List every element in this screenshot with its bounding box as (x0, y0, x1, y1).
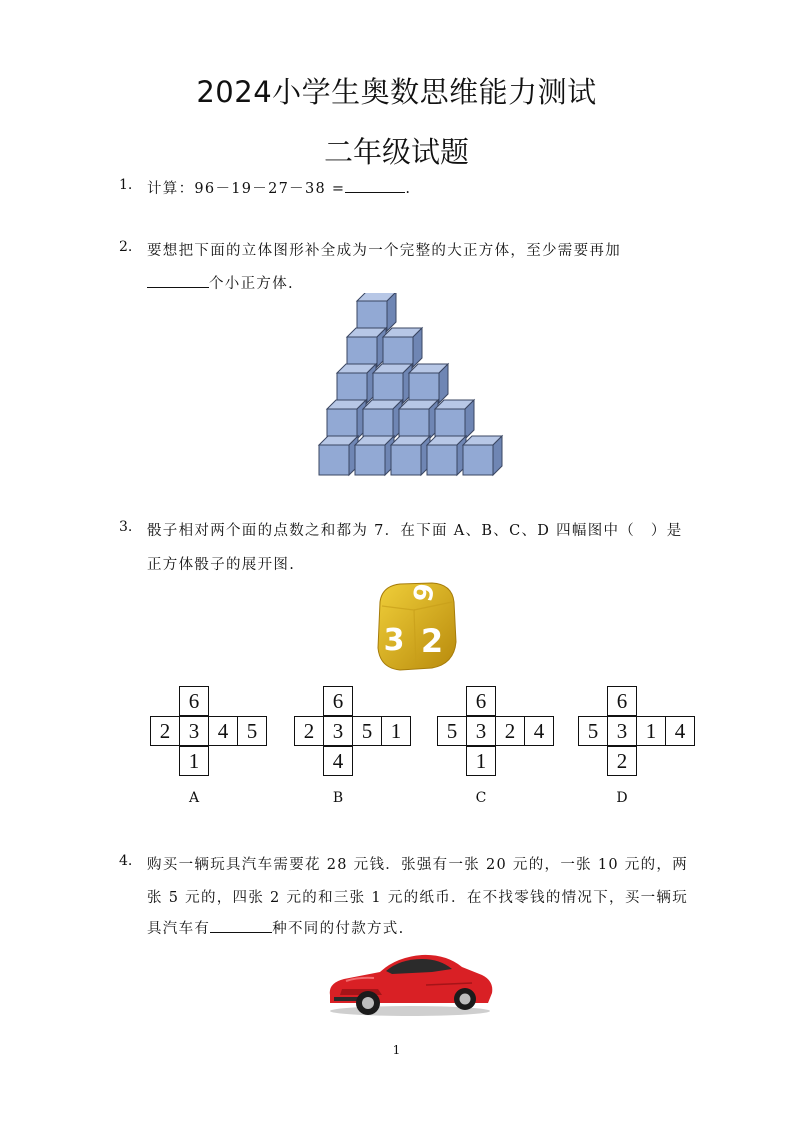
dice-top-face-number: 6 (405, 580, 439, 604)
net-b-bottom-cell: 4 (323, 746, 353, 776)
unit-cube (355, 436, 394, 475)
unit-cube (427, 436, 466, 475)
net-c-row-cell: 4 (524, 716, 554, 746)
question-4-line-3-end: 种不同的付款方式. (272, 921, 405, 937)
unit-cube (463, 436, 502, 475)
page-title: 2024小学生奥数思维能力测试 (196, 75, 597, 109)
net-a-row-cell: 4 (208, 716, 238, 746)
net-b-row-cell: 1 (381, 716, 411, 746)
unit-cube (363, 400, 402, 439)
net-d-row-cell: 3 (607, 716, 637, 746)
cube-stack-figure (315, 293, 515, 483)
unit-cube (409, 364, 448, 403)
net-c-row-cell: 5 (437, 716, 467, 746)
question-2-line-2 (147, 272, 294, 293)
net-label-b: B (332, 790, 344, 806)
question-3-line-2: 正方体骰子的展开图. (147, 557, 296, 573)
question-4-line-2: 张 5 元的，四张 2 元的和三张 1 元的纸币．在不找零钱的情况下，买一辆玩 (147, 890, 689, 906)
net-a-row-cell: 5 (237, 716, 267, 746)
unit-cube (327, 400, 366, 439)
question-1-number: 1. (119, 177, 133, 193)
question-4-line-3-start: 具汽车有 (147, 921, 211, 937)
question-3-number: 3. (119, 519, 133, 535)
net-d-top-cell: 6 (607, 686, 637, 716)
net-a-bottom-cell: 1 (179, 746, 209, 776)
net-b-row-cell: 3 (323, 716, 353, 746)
question-4-line-1: 购买一辆玩具汽车需要花 28 元钱．张强有一张 20 元的，一张 10 元的，两 (147, 857, 689, 873)
question-4-line-3 (147, 917, 405, 938)
toy-car-image (322, 945, 497, 1020)
question-2-number: 2. (119, 239, 133, 255)
answer-blank-1[interactable] (345, 178, 405, 193)
net-label-a: A (188, 790, 200, 806)
unit-cube (347, 328, 386, 367)
net-a-row-cell: 3 (179, 716, 209, 746)
answer-blank-4[interactable] (210, 918, 272, 933)
page-subtitle: 二年级试题 (323, 135, 469, 169)
unit-cube (319, 436, 358, 475)
dice-right-face-number: 2 (420, 622, 444, 660)
unit-cube (373, 364, 412, 403)
net-a-top-cell: 6 (179, 686, 209, 716)
net-b-top-cell: 6 (323, 686, 353, 716)
question-1-period: . (405, 181, 412, 197)
unit-cube (357, 293, 396, 331)
question-2-line-1: 要想把下面的立体图形补全成为一个完整的大正方体，至少需要再加 (147, 243, 621, 259)
dice-image (370, 580, 460, 675)
net-label-d: D (616, 790, 628, 806)
unit-cube (383, 328, 422, 367)
unit-cube (435, 400, 474, 439)
net-label-c: C (475, 790, 487, 806)
question-3-line-1: 骰子相对两个面的点数之和都为 7．在下面 A、B、C、D 四幅图中（ ）是 (147, 523, 683, 539)
net-b-row-cell: 5 (352, 716, 382, 746)
net-d-row-cell: 5 (578, 716, 608, 746)
question-1-text (147, 177, 411, 198)
answer-blank-2[interactable] (147, 273, 209, 288)
net-c-row-cell: 2 (495, 716, 525, 746)
net-c-top-cell: 6 (466, 686, 496, 716)
net-c-row-cell: 3 (466, 716, 496, 746)
net-d-row-cell: 4 (665, 716, 695, 746)
question-2-tail: 个小正方体. (209, 276, 294, 292)
net-b-row-cell: 2 (294, 716, 324, 746)
net-a-row-cell: 2 (150, 716, 180, 746)
net-d-row-cell: 1 (636, 716, 666, 746)
question-1-expression: 计算：96－19－27－38 = (147, 181, 346, 197)
unit-cube (337, 364, 376, 403)
question-4-number: 4. (119, 853, 133, 869)
net-d-bottom-cell: 2 (607, 746, 637, 776)
net-c-bottom-cell: 1 (466, 746, 496, 776)
unit-cube (399, 400, 438, 439)
page-number: 1 (392, 1043, 401, 1057)
unit-cube (391, 436, 430, 475)
dice-left-face-number: 3 (383, 623, 405, 658)
